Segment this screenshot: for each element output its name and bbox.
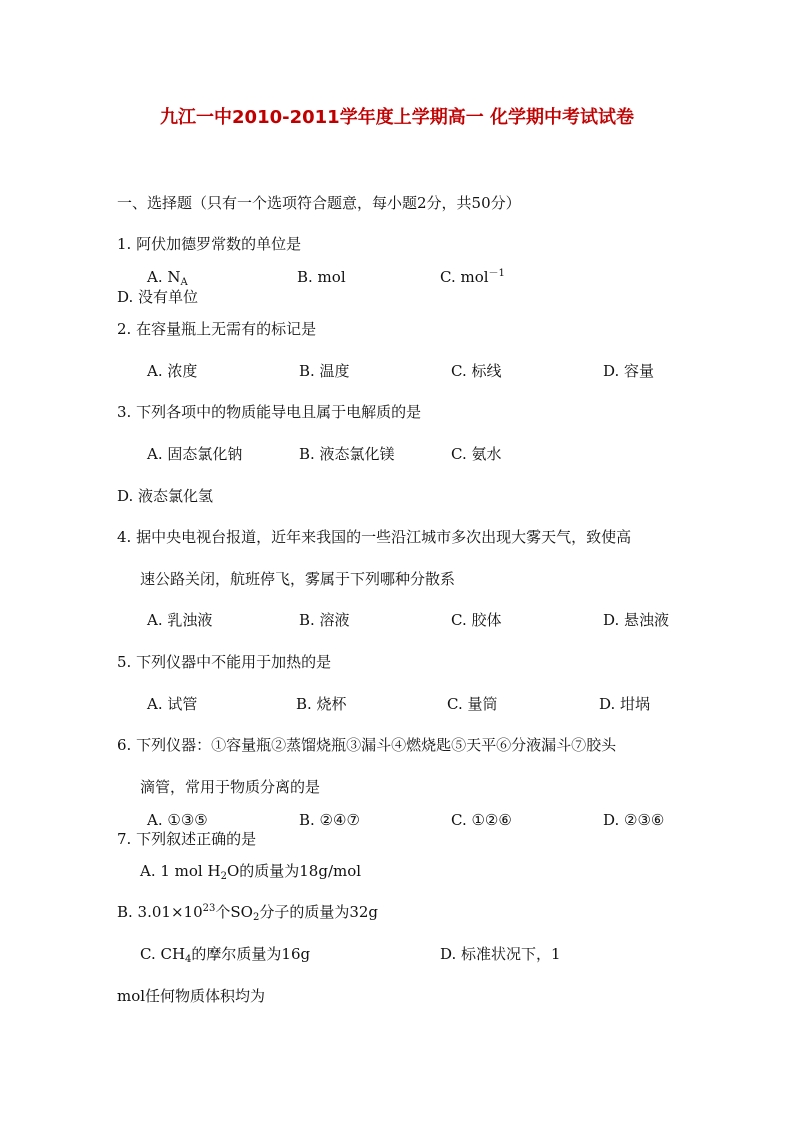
q3-option-c: C. 氨水 [451, 445, 502, 463]
question-4-stem-line2: 速公路关闭，航班停飞，雾属于下列哪种分散系 [140, 570, 456, 588]
q7-option-d-continuation: mol任何物质体积均为 [117, 987, 266, 1005]
question-1-stem: 1. 阿伏加德罗常数的单位是 [117, 235, 302, 253]
question-3-stem: 3. 下列各项中的物质能导电且属于电解质的是 [117, 403, 422, 421]
question-6-stem-line2: 滴管，常用于物质分离的是 [140, 778, 321, 796]
q2-option-c: C. 标线 [451, 362, 502, 380]
q7-option-d: D. 标准状况下，1 [440, 945, 561, 963]
q5-option-c: C. 量筒 [447, 695, 498, 713]
q3-option-b: B. 液态氯化镁 [299, 445, 395, 463]
q7-option-b: B. $3.01\times 10^{23}$个$SO_2$分子的质量为32g [117, 903, 379, 923]
q4-option-d: D. 悬浊液 [603, 611, 670, 629]
q4-option-b: B. 溶液 [299, 611, 350, 629]
q1-option-c: C. mol$^{-1}$ [440, 268, 505, 286]
question-4-stem-line1: 4. 据中央电视台报道，近年来我国的一些沿江城市多次出现大雾天气，致使高 [117, 528, 632, 546]
q1-option-a: A. $N_A$ [147, 268, 188, 288]
question-6-stem-line1: 6. 下列仪器：①容量瓶②蒸馏烧瓶③漏斗④燃烧匙⑤天平⑥分液漏斗⑦胶头 [117, 736, 617, 754]
q1-option-d: D. 没有单位 [117, 288, 199, 306]
q6-option-c: C. ①②⑥ [451, 811, 512, 829]
q1-option-b: B. mol [297, 268, 346, 286]
q6-option-a: A. ①③⑤ [147, 811, 208, 829]
question-2-stem: 2. 在容量瓶上无需有的标记是 [117, 320, 317, 338]
section-heading: 一、选择题（只有一个选项符合题意，每小题2分，共50分） [117, 194, 521, 212]
q4-option-a: A. 乳浊液 [147, 611, 213, 629]
q6-option-d: D. ②③⑥ [603, 811, 665, 829]
q2-option-d: D. 容量 [603, 362, 655, 380]
q7-option-a: A. 1 mol $H_2O$的质量为18g/mol [140, 862, 362, 882]
q2-option-a: A. 浓度 [147, 362, 198, 380]
q2-option-b: B. 温度 [299, 362, 350, 380]
q5-option-a: A. 试管 [147, 695, 198, 713]
question-7-stem: 7. 下列叙述正确的是 [117, 830, 257, 848]
q5-option-b: B. 烧杯 [296, 695, 347, 713]
q3-option-a: A. 固态氯化钠 [147, 445, 243, 463]
exam-title: 九江一中2010-2011学年度上学期高一 化学期中考试试卷 [160, 107, 634, 128]
q3-option-d: D. 液态氯化氢 [117, 487, 214, 505]
q4-option-c: C. 胶体 [451, 611, 502, 629]
question-5-stem: 5. 下列仪器中不能用于加热的是 [117, 653, 332, 671]
q7-option-c: C. $CH_4$的摩尔质量为16g [140, 945, 311, 965]
q5-option-d: D. 坩埚 [599, 695, 651, 713]
q6-option-b: B. ②④⑦ [299, 811, 360, 829]
